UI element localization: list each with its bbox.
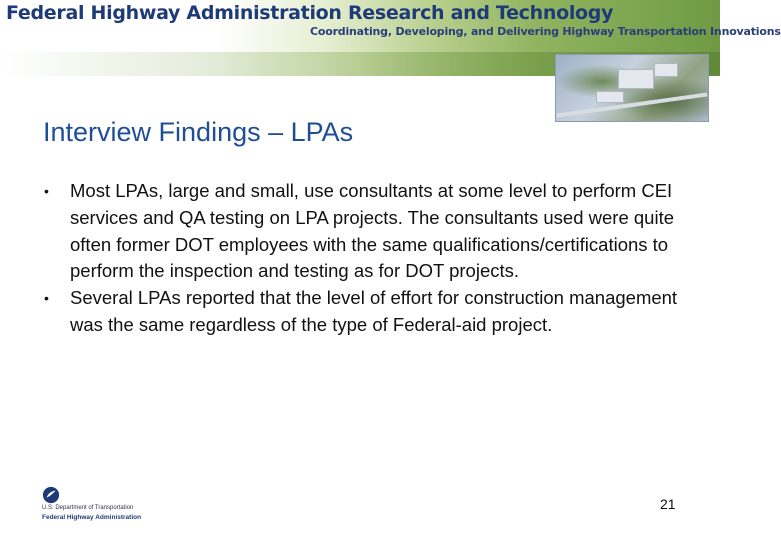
usdot-logo-icon bbox=[42, 486, 60, 504]
aerial-photo bbox=[555, 54, 709, 122]
logo-agency-text: Federal Highway Administration bbox=[42, 514, 142, 521]
photo-building bbox=[654, 63, 678, 77]
photo-building bbox=[596, 91, 624, 103]
photo-road bbox=[556, 92, 707, 117]
bullet-dot: • bbox=[44, 290, 49, 307]
bullet-dot: • bbox=[44, 183, 49, 199]
banner-title: Federal Highway Administration Research and Technology bbox=[6, 2, 614, 24]
slide-title: Interview Findings – LPAs bbox=[43, 117, 354, 147]
photo-building bbox=[618, 69, 654, 89]
bullet-item bbox=[44, 178, 694, 285]
banner-subtitle: Coordinating, Developing, and Delivering Highway Transportation Innovations bbox=[310, 25, 781, 38]
bullet-item bbox=[44, 285, 694, 339]
dot-fhwa-logo bbox=[40, 486, 150, 526]
bullet-text: Most LPAs, large and small, use consultants at some level to perform CEI services and QA testing on LPA projects. The consultants used were quite often former DOT employees with the same qualifications/certifications to perform the inspection and testing as for DOT projects. bbox=[70, 180, 674, 282]
logo-dept-text: U.S. Department of Transportation bbox=[42, 505, 134, 511]
page-number: 21 bbox=[660, 496, 676, 512]
bullet-text: Several LPAs reported that the level of effort for construction management was the same regardless of the type of Federal-aid project. bbox=[70, 287, 678, 335]
bullet-list bbox=[44, 178, 694, 339]
